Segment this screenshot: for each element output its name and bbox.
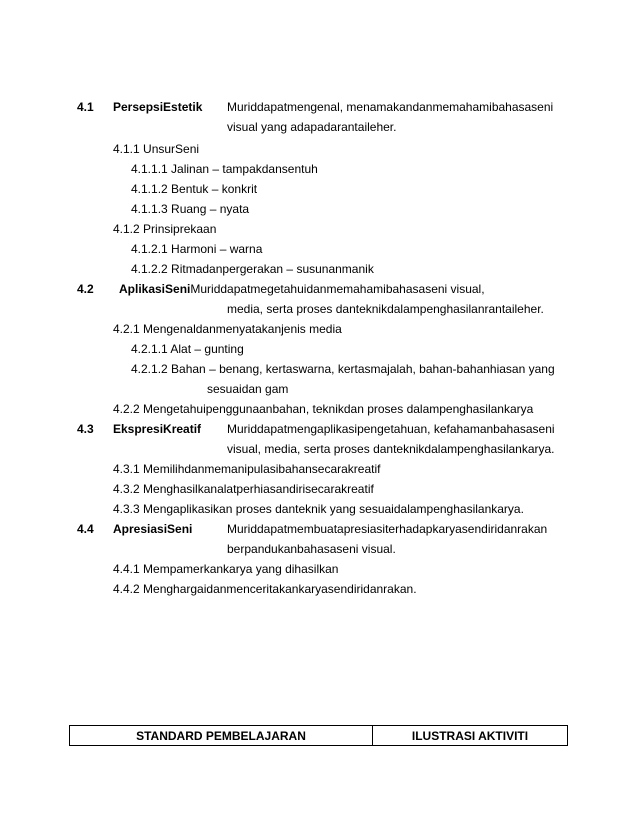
section-number: 4.4 — [77, 522, 94, 536]
section-title: AplikasiSeni — [119, 282, 191, 296]
section-description: visual, media, serta proses danteknikdalampenghasilankarya. — [227, 442, 555, 456]
list-item: 4.1.1.1 Jalinan – tampakdansentuh — [131, 162, 318, 176]
list-item: 4.1.1.2 Bentuk – konkrit — [131, 182, 258, 196]
section-number: 4.1 — [77, 100, 94, 114]
list-item: 4.2.1.2 Bahan – benang, kertaswarna, kertasmajalah, bahan-bahanhiasan yang — [131, 362, 555, 376]
list-item: 4.1.2.1 Harmoni – warna — [131, 242, 263, 256]
table-header-standard-pembelajaran: STANDARD PEMBELAJARAN — [70, 726, 373, 745]
section-description: berpandukanbahasaseni visual. — [227, 542, 396, 556]
list-item: 4.4.2 Menghargaidanmenceritakankaryasendiridanrakan. — [113, 582, 417, 596]
section-description: visual yang adapadarantaileher. — [227, 120, 397, 134]
list-item: 4.4.1 Mempamerkankarya yang dihasilkan — [113, 562, 339, 576]
section-title: ApresiasiSeni — [113, 522, 193, 536]
list-item: 4.1.2 Prinsiprekaan — [113, 222, 217, 236]
list-item: 4.1.1.3 Ruang – nyata — [131, 202, 250, 216]
list-item: 4.2.1 Mengenaldanmenyatakanjenis media — [113, 322, 342, 336]
list-item: 4.3.2 Menghasilkanalatperhiasandirisecarakreatif — [113, 482, 374, 496]
section-description: Muriddapatmengenal, menamakandanmemahamibahasaseni — [227, 100, 554, 114]
list-item: 4.3.3 Mengaplikasikan proses danteknik yang sesuaidalampenghasilankarya. — [113, 502, 524, 516]
table-header-ilustrasi-aktiviti: ILUSTRASI AKTIVITI — [411, 728, 529, 743]
list-item: 4.3.1 Memilihdanmemanipulasibahansecarakreatif — [113, 462, 381, 476]
section-number: 4.2 — [77, 282, 94, 296]
table-header-row — [69, 725, 568, 746]
list-item: 4.1.2.2 Ritmadanpergerakan – susunanmanik — [131, 262, 374, 276]
section-description: Muriddapatmembuatapresiasiterhadapkaryasendiridanrakan — [227, 522, 548, 536]
section-description: media, serta proses danteknikdalampenghasilanrantaileher. — [227, 302, 544, 316]
list-item: 4.2.1.1 Alat – gunting — [131, 342, 244, 356]
list-item: 4.2.2 Mengetahuipenggunaanbahan, teknikdan proses dalampenghasilankarya — [113, 402, 534, 416]
section-heading-line — [119, 282, 485, 296]
section-description: Muriddapatmengaplikasipengetahuan, kefahamanbahasaseni — [227, 422, 555, 436]
section-title: EkspresiKreatif — [113, 422, 202, 436]
list-item: 4.1.1 UnsurSeni — [113, 142, 200, 156]
section-number: 4.3 — [77, 422, 94, 436]
section-title: PersepsiEstetik — [113, 100, 203, 114]
list-item: sesuaidan gam — [207, 382, 289, 396]
section-description: Muriddapatmegetahuidanmemahamibahasaseni visual, — [190, 282, 485, 296]
